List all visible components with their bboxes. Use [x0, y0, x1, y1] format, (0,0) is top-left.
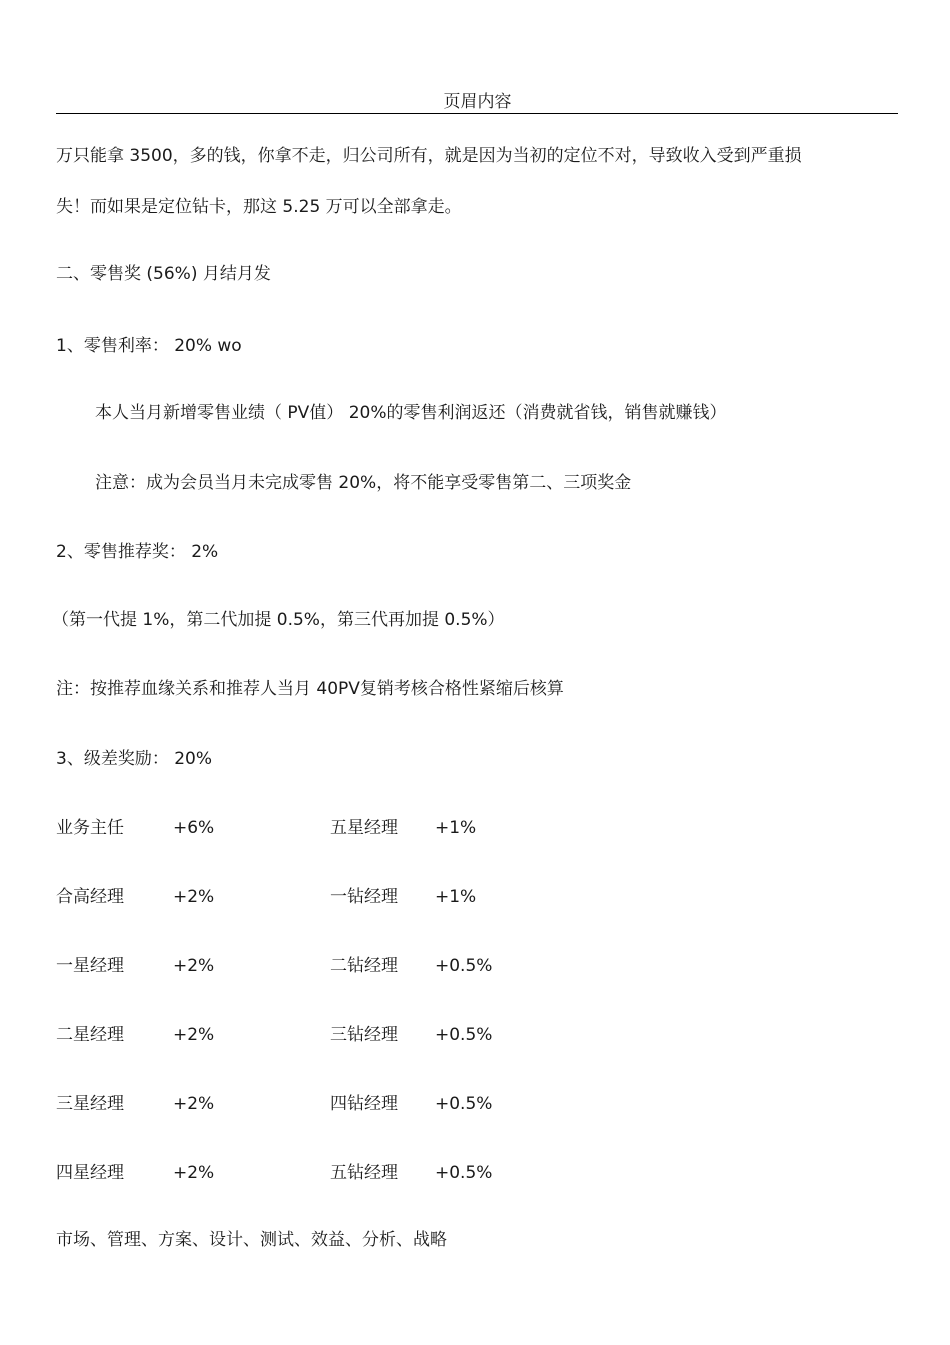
item-2-detail: （第一代提 1%，第二代加提 0.5%，第三代再加提 0.5%） [52, 610, 505, 630]
item-1-description: 本人当月新增零售业绩（ PV值） 20%的零售利润返还（消费就省钱，销售就赚钱） [95, 403, 727, 423]
footer-keywords: 市场、管理、方案、设计、测试、效益、分析、战略 [56, 1230, 447, 1250]
rank-name: 二星经理 [56, 1025, 124, 1045]
rank-name: 五星经理 [330, 818, 398, 838]
item-3-title: 3、级差奖励： 20% [56, 749, 213, 769]
rank-bonus: +2% [173, 887, 215, 907]
item-2-title: 2、零售推荐奖： 2% [56, 542, 219, 562]
rank-bonus: +0.5% [435, 1163, 493, 1183]
rank-bonus: +1% [435, 887, 477, 907]
rank-bonus: +0.5% [435, 1094, 493, 1114]
rank-bonus: +2% [173, 1025, 215, 1045]
item-1-title: 1、零售利率： 20% wo [56, 336, 242, 356]
rank-bonus: +0.5% [435, 1025, 493, 1045]
rank-bonus: +2% [173, 1163, 215, 1183]
header-divider [56, 113, 898, 114]
rank-bonus: +0.5% [435, 956, 493, 976]
item-1-note: 注意：成为会员当月未完成零售 20%，将不能享受零售第二、三项奖金 [95, 473, 632, 493]
section-heading-retail-bonus: 二、零售奖 (56%) 月结月发 [56, 264, 271, 284]
rank-name: 三星经理 [56, 1094, 124, 1114]
rank-name: 五钻经理 [330, 1163, 398, 1183]
page-header-title: 页眉内容 [443, 92, 512, 112]
paragraph-1: 万只能拿 3500，多的钱，你拿不走，归公司所有，就是因为当初的定位不对，导致收入受到严重损 [56, 146, 802, 166]
rank-bonus: +2% [173, 1094, 215, 1114]
rank-bonus: +2% [173, 956, 215, 976]
rank-bonus: +1% [435, 818, 477, 838]
paragraph-2: 失！而如果是定位钻卡，那这 5.25 万可以全部拿走。 [56, 197, 462, 217]
rank-name: 合高经理 [56, 887, 124, 907]
rank-name: 四钻经理 [330, 1094, 398, 1114]
rank-name: 业务主任 [56, 818, 124, 838]
rank-name: 一星经理 [56, 956, 124, 976]
rank-name: 三钻经理 [330, 1025, 398, 1045]
rank-name: 一钻经理 [330, 887, 398, 907]
item-2-note: 注：按推荐血缘关系和推荐人当月 40PV复销考核合格性紧缩后核算 [56, 679, 564, 699]
rank-name: 四星经理 [56, 1163, 124, 1183]
rank-name: 二钻经理 [330, 956, 398, 976]
rank-bonus: +6% [173, 818, 215, 838]
